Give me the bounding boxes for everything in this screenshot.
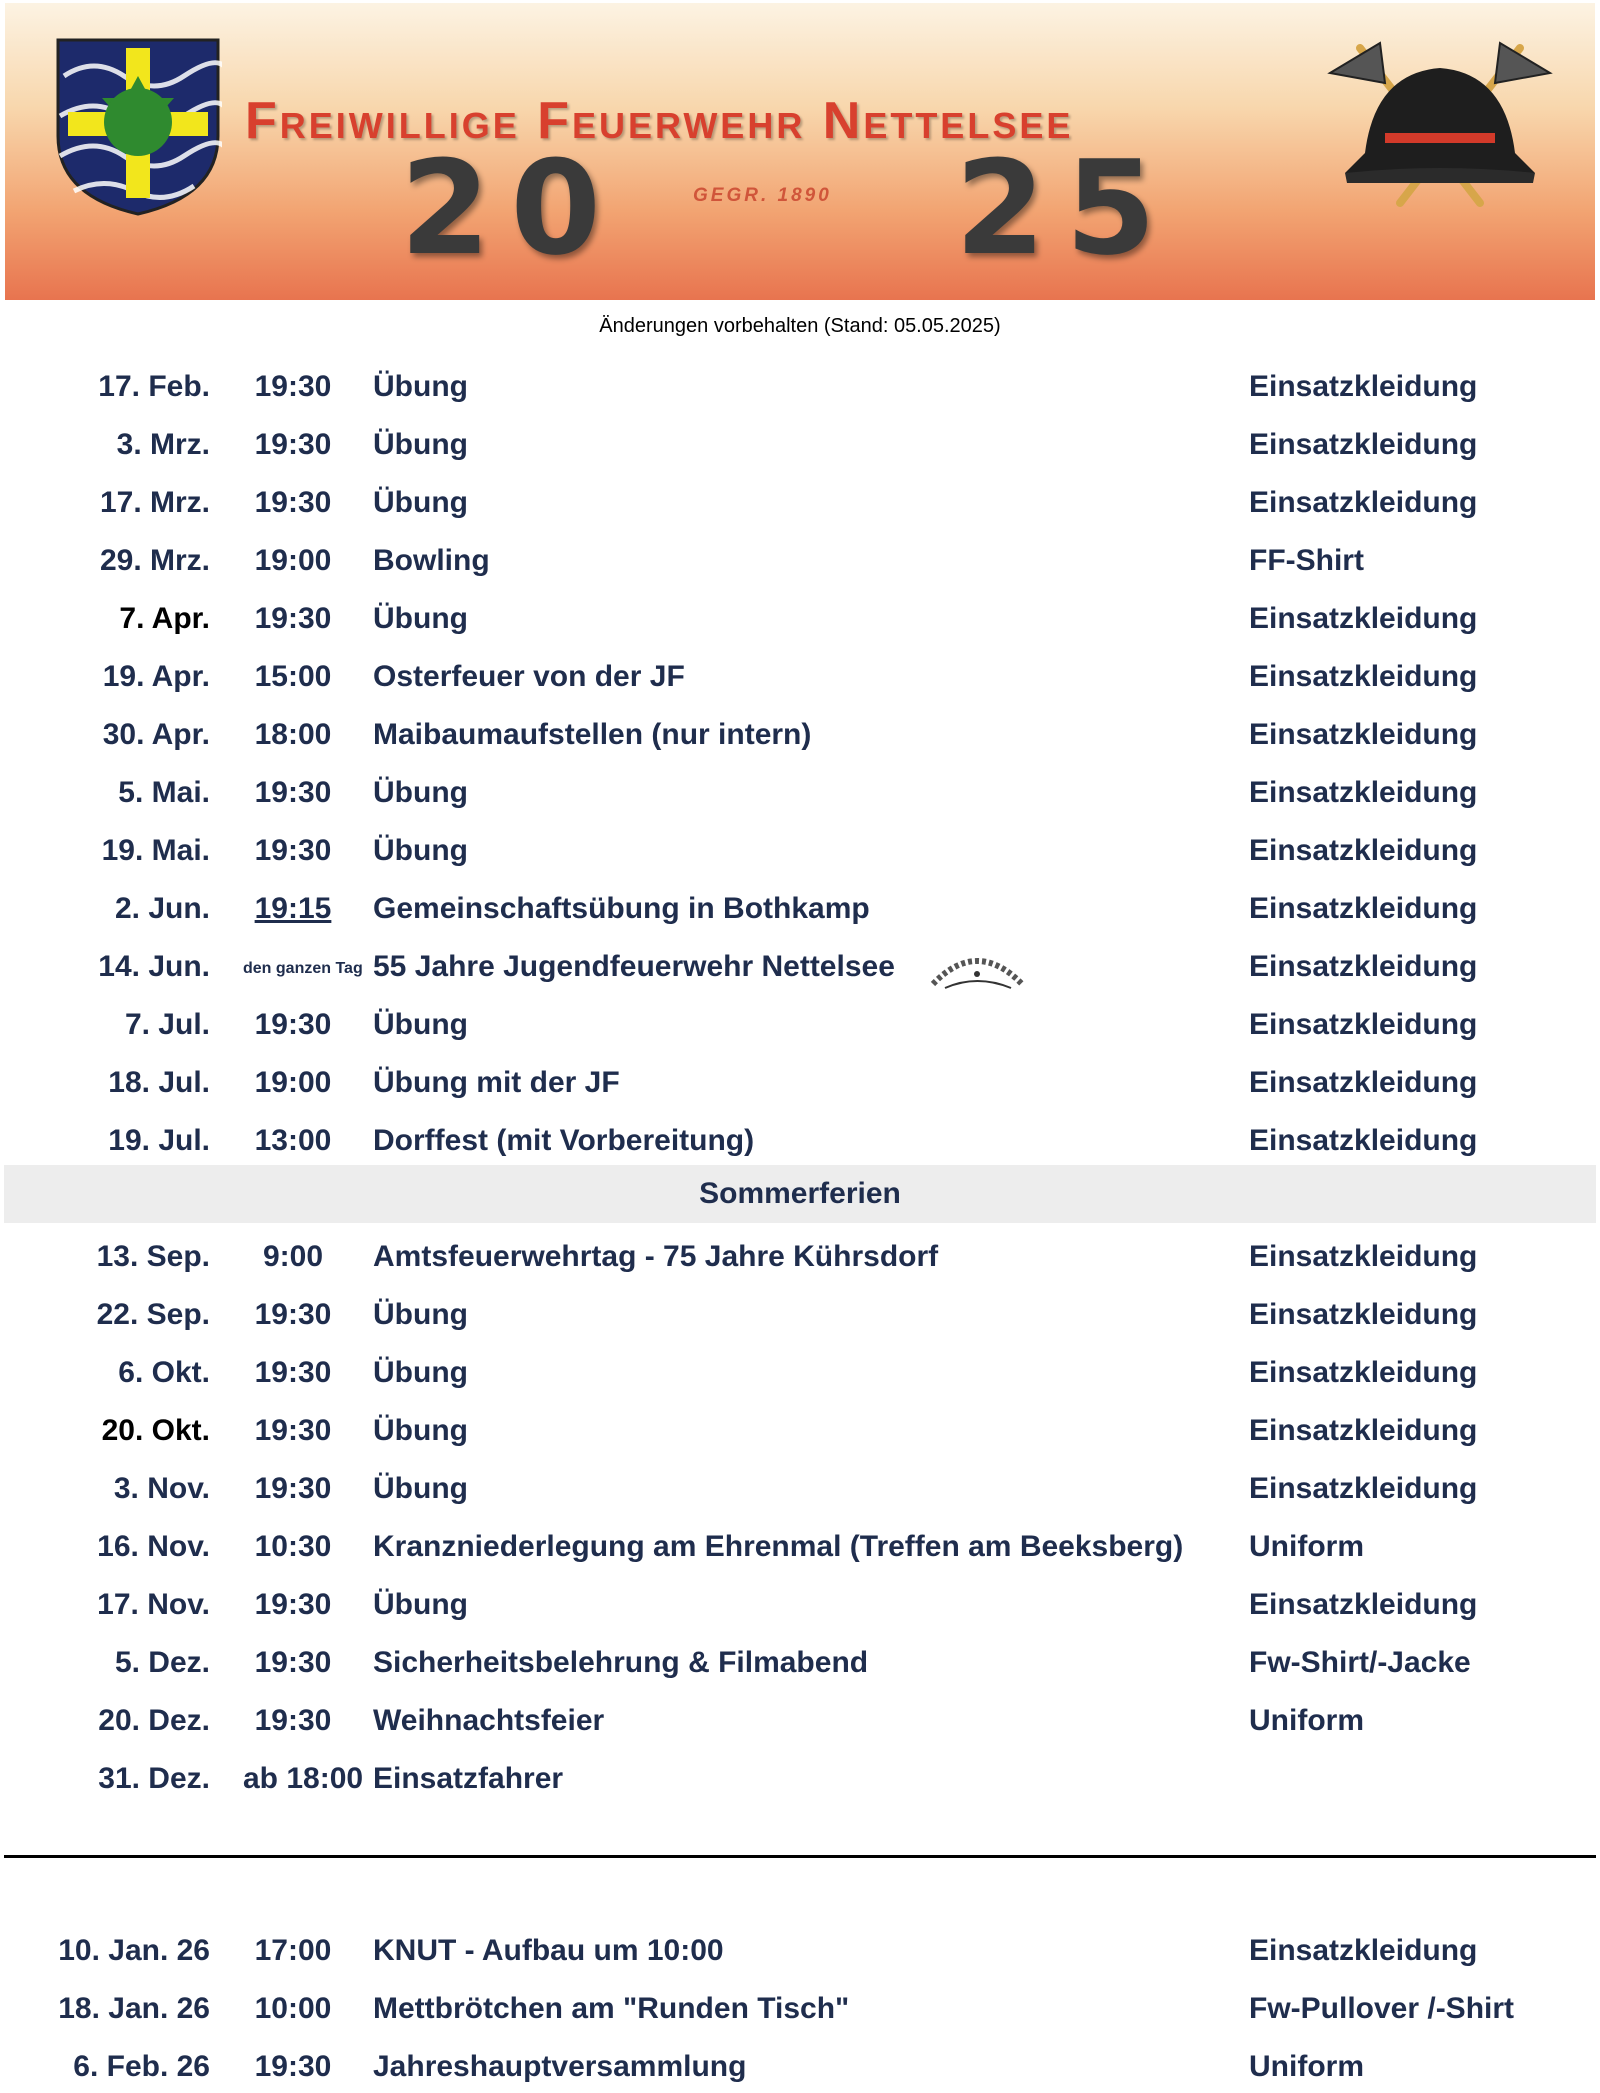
event-row <box>0 1526 1600 1570</box>
event-time: 19:30 <box>254 1414 332 1447</box>
event-date: 17. Feb. <box>98 370 210 403</box>
event-dress-code: Einsatzkleidung <box>1249 718 1478 751</box>
event-date: 10. Jan. 26 <box>58 1934 210 1967</box>
youth-fire-brigade-logo-icon <box>925 944 1030 996</box>
event-title: Übung <box>373 1588 468 1621</box>
event-row <box>0 1584 1600 1628</box>
event-title: Gemeinschaftsübung in Bothkamp <box>373 892 870 925</box>
event-row <box>0 366 1600 410</box>
event-date: 17. Mrz. <box>99 486 210 519</box>
event-date: 20. Okt. <box>101 1414 210 1447</box>
event-title: Mettbrötchen am "Runden Tisch" <box>373 1992 850 2025</box>
event-dress-code: Einsatzkleidung <box>1249 1588 1478 1621</box>
event-row <box>0 2046 1600 2090</box>
event-title: Übung <box>373 1298 468 1331</box>
event-row <box>0 424 1600 468</box>
event-dress-code: Einsatzkleidung <box>1249 1008 1478 1041</box>
event-dress-code: Einsatzkleidung <box>1249 776 1478 809</box>
event-dress-code: Einsatzkleidung <box>1249 1934 1478 1967</box>
event-title: Jahreshauptversammlung <box>373 2050 747 2083</box>
event-date: 6. Feb. 26 <box>73 2050 210 2083</box>
event-time: 19:30 <box>254 1298 332 1331</box>
event-date: 18. Jan. 26 <box>58 1992 210 2025</box>
event-row <box>0 1236 1600 1280</box>
event-dress-code: Fw-Shirt/-Jacke <box>1249 1646 1471 1679</box>
event-row <box>0 656 1600 700</box>
event-date: 5. Mai. <box>118 776 210 809</box>
event-dress-code: Einsatzkleidung <box>1249 660 1478 693</box>
event-row <box>0 1352 1600 1396</box>
event-row <box>0 482 1600 526</box>
event-time: 19:30 <box>254 2050 332 2083</box>
event-time: 19:30 <box>254 1704 332 1737</box>
event-row <box>0 946 1600 990</box>
event-date: 7. Jul. <box>124 1008 210 1041</box>
event-date: 14. Jun. <box>98 950 210 983</box>
event-title: Übung <box>373 370 468 403</box>
event-row <box>0 888 1600 932</box>
year-right: 25 <box>955 132 1176 284</box>
event-time: 17:00 <box>254 1934 332 1967</box>
event-date: 19. Jul. <box>108 1124 210 1157</box>
event-title: Maibaumaufstellen (nur intern) <box>373 718 812 751</box>
event-date: 30. Apr. <box>102 718 210 751</box>
event-dress-code: Einsatzkleidung <box>1249 1356 1478 1389</box>
event-row <box>0 1004 1600 1048</box>
event-dress-code: Einsatzkleidung <box>1249 1472 1478 1505</box>
event-row <box>0 714 1600 758</box>
event-date: 13. Sep. <box>96 1240 210 1273</box>
year-left: 20 <box>400 132 621 284</box>
event-date: 19. Mai. <box>101 834 210 867</box>
event-date: 3. Nov. <box>113 1472 210 1505</box>
event-time: 19:30 <box>254 834 332 867</box>
event-row <box>0 1120 1600 1164</box>
year-divider <box>4 1855 1596 1858</box>
event-title: Übung <box>373 1414 468 1447</box>
event-row <box>0 1700 1600 1744</box>
event-row <box>0 772 1600 816</box>
event-date: 18. Jul. <box>108 1066 210 1099</box>
event-time: 19:30 <box>254 486 332 519</box>
event-time: 19:30 <box>254 428 332 461</box>
event-time: 13:00 <box>254 1124 332 1157</box>
event-title: Sicherheitsbelehrung & Filmabend <box>373 1646 869 1679</box>
event-date: 20. Dez. <box>98 1704 210 1737</box>
event-dress-code: Uniform <box>1249 1530 1364 1563</box>
event-dress-code: Einsatzkleidung <box>1249 1066 1478 1099</box>
event-dress-code: Einsatzkleidung <box>1249 602 1478 635</box>
event-dress-code: Einsatzkleidung <box>1249 1298 1478 1331</box>
event-title: Übung <box>373 1472 468 1505</box>
event-row <box>0 1758 1600 1802</box>
event-date: 17. Nov. <box>97 1588 210 1621</box>
event-row <box>0 1294 1600 1338</box>
header-banner <box>5 3 1595 300</box>
event-time: 18:00 <box>254 718 332 751</box>
event-title: Weihnachtsfeier <box>373 1704 605 1737</box>
event-dress-code: Einsatzkleidung <box>1249 1240 1478 1273</box>
change-notice: Änderungen vorbehalten (Stand: 05.05.2025) <box>599 315 1001 337</box>
event-time: 19:30 <box>254 1008 332 1041</box>
event-date: 3. Mrz. <box>116 428 210 461</box>
event-date: 31. Dez. <box>98 1762 210 1795</box>
event-time: 9:00 <box>262 1240 324 1273</box>
event-title: Übung <box>373 428 468 461</box>
event-date: 19. Apr. <box>102 660 210 693</box>
event-time: ab 18:00 <box>243 1762 364 1795</box>
event-time: 15:00 <box>254 660 332 693</box>
event-dress-code: Einsatzkleidung <box>1249 370 1478 403</box>
event-date: 5. Dez. <box>114 1646 210 1679</box>
event-title: Amtsfeuerwehrtag - 75 Jahre Kührsdorf <box>373 1240 939 1273</box>
event-time: 19:30 <box>254 370 332 403</box>
fire-helmet-axes-icon <box>1305 33 1565 223</box>
event-title: Bowling <box>373 544 490 577</box>
event-date: 22. Sep. <box>96 1298 210 1331</box>
event-time: 19:30 <box>254 776 332 809</box>
event-time: 10:30 <box>254 1530 332 1563</box>
event-dress-code: Einsatzkleidung <box>1249 892 1478 925</box>
event-time: 19:30 <box>254 1472 332 1505</box>
event-title: Übung <box>373 776 468 809</box>
event-title: Dorffest (mit Vorbereitung) <box>373 1124 755 1157</box>
event-title: Osterfeuer von der JF <box>373 660 685 693</box>
event-dress-code: Einsatzkleidung <box>1249 834 1478 867</box>
event-time: 19:30 <box>254 1356 332 1389</box>
event-date: 29. Mrz. <box>99 544 210 577</box>
event-dress-code: Einsatzkleidung <box>1249 486 1478 519</box>
event-time: den ganzen Tag <box>243 960 363 977</box>
event-dress-code: Uniform <box>1249 1704 1364 1737</box>
event-row <box>0 540 1600 584</box>
event-dress-code: Einsatzkleidung <box>1249 1124 1478 1157</box>
summer-break-divider: Sommerferien <box>4 1165 1596 1223</box>
coat-of-arms-icon <box>54 36 222 216</box>
event-time: 10:00 <box>254 1992 332 2025</box>
event-row <box>0 1988 1600 2032</box>
event-title: Übung mit der JF <box>373 1066 620 1099</box>
event-time: 19:00 <box>254 544 332 577</box>
event-row <box>0 1410 1600 1454</box>
founded-label: GEGR. 1890 <box>693 185 832 206</box>
event-row <box>0 830 1600 874</box>
event-dress-code: Einsatzkleidung <box>1249 950 1478 983</box>
event-title: Einsatzfahrer <box>373 1762 564 1795</box>
event-date: 7. Apr. <box>119 602 210 635</box>
event-title: 55 Jahre Jugendfeuerwehr Nettelsee <box>373 950 895 983</box>
event-title: Übung <box>373 834 468 867</box>
event-time: 19:30 <box>254 1646 332 1679</box>
event-dress-code: Einsatzkleidung <box>1249 428 1478 461</box>
event-time: 19:30 <box>254 1588 332 1621</box>
event-title: Übung <box>373 1008 468 1041</box>
event-title: Übung <box>373 602 468 635</box>
event-time: 19:15 <box>254 892 332 925</box>
event-row <box>0 1062 1600 1106</box>
event-dress-code: Fw-Pullover /-Shirt <box>1249 1992 1515 2025</box>
event-dress-code: Uniform <box>1249 2050 1364 2083</box>
event-row <box>0 1642 1600 1686</box>
event-title: Übung <box>373 486 468 519</box>
event-row <box>0 598 1600 642</box>
event-title: Übung <box>373 1356 468 1389</box>
event-time: 19:30 <box>254 602 332 635</box>
brigade-title: Freiwillige Feuerwehr Nettelsee <box>245 92 1074 150</box>
event-date: 6. Okt. <box>118 1356 210 1389</box>
event-time: 19:00 <box>254 1066 332 1099</box>
event-dress-code: Einsatzkleidung <box>1249 1414 1478 1447</box>
event-title: Kranzniederlegung am Ehrenmal (Treffen am Beeksberg) <box>373 1530 1184 1563</box>
event-row <box>0 1930 1600 1974</box>
event-dress-code: FF-Shirt <box>1249 544 1364 577</box>
event-date: 2. Jun. <box>114 892 210 925</box>
event-title: KNUT - Aufbau um 10:00 <box>373 1934 724 1967</box>
event-date: 16. Nov. <box>97 1530 210 1563</box>
event-row <box>0 1468 1600 1512</box>
